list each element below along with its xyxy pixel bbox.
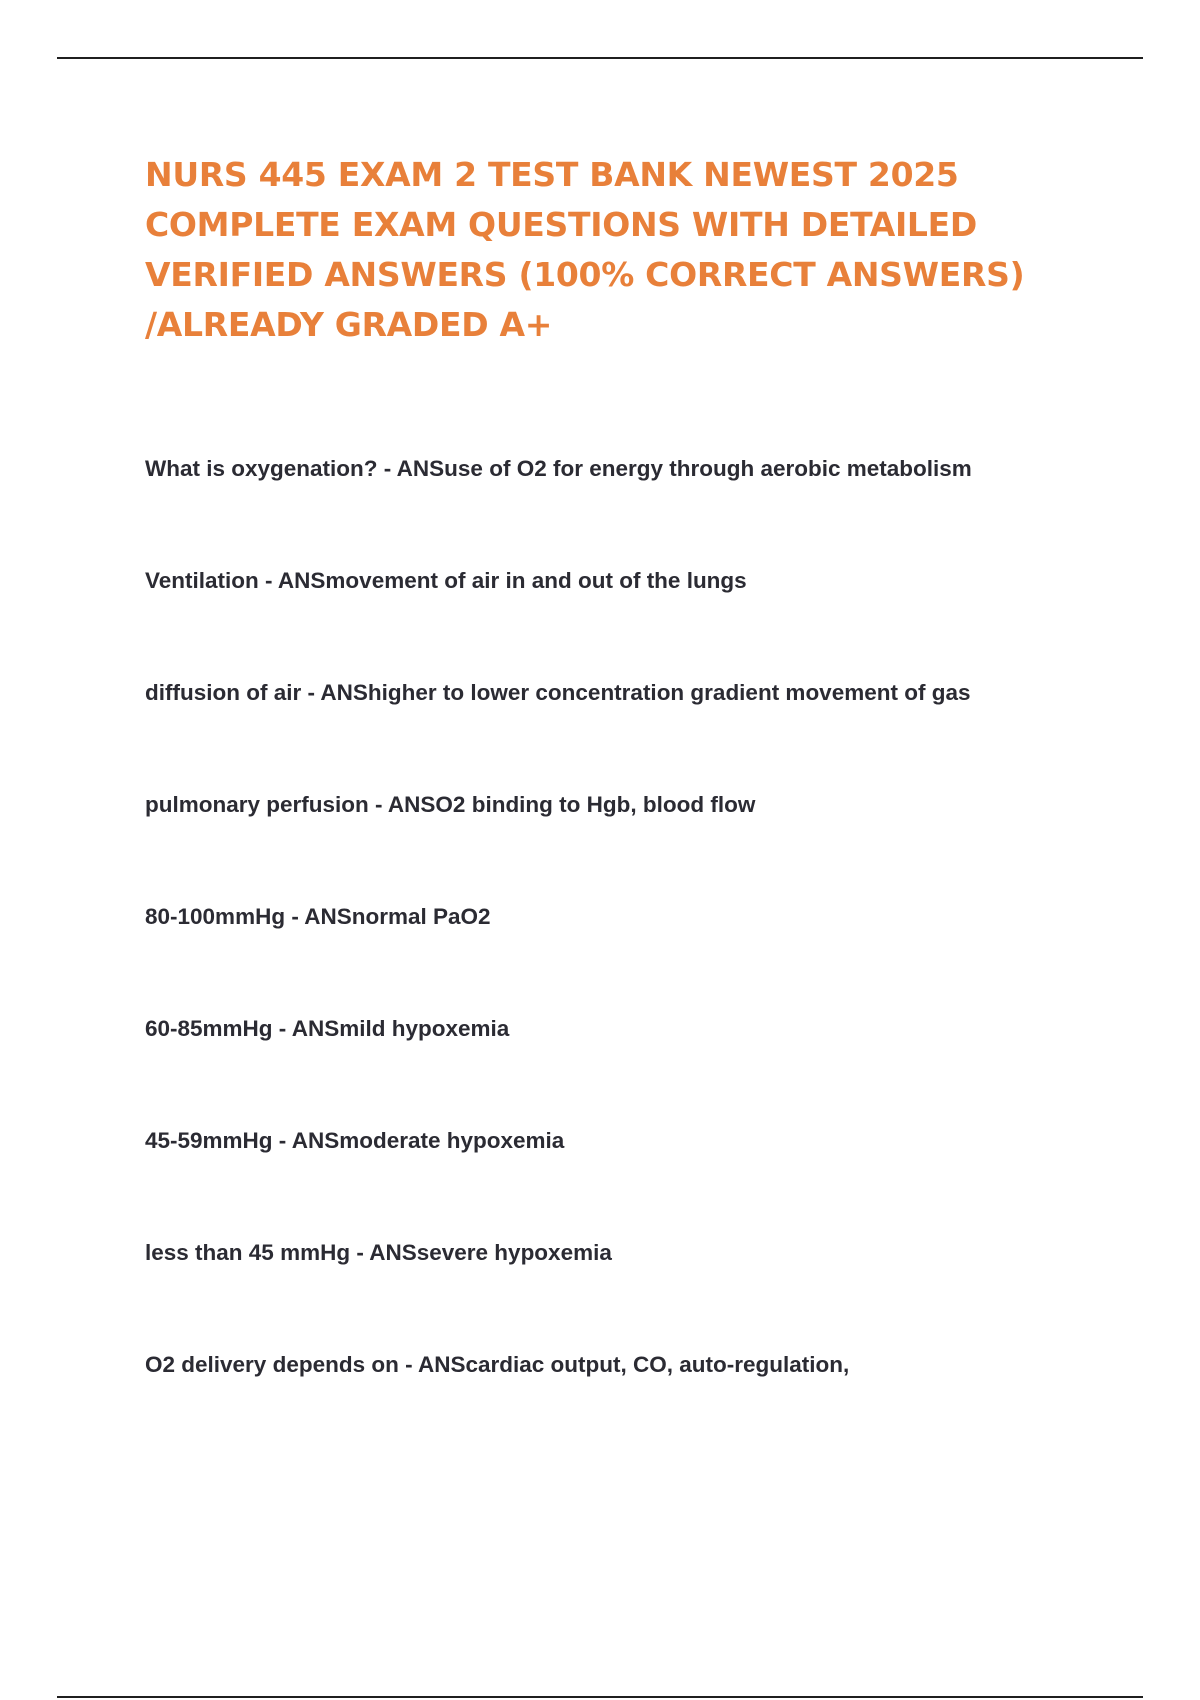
qa-item: less than 45 mmHg - ANSsevere hypoxemia [145, 1240, 612, 1265]
question-answer-list [145, 452, 1145, 1460]
qa-item: 80-100mmHg - ANSnormal PaO2 [145, 904, 491, 929]
qa-item: diffusion of air - ANShigher to lower concentration gradient movement of gas [145, 680, 971, 705]
title-line: VERIFIED ANSWERS (100% CORRECT ANSWERS) [145, 255, 1025, 294]
title-line: COMPLETE EXAM QUESTIONS WITH DETAILED [145, 205, 977, 244]
qa-item: What is oxygenation? - ANSuse of O2 for energy through aerobic metabolism [145, 456, 972, 481]
document-title [145, 150, 1105, 350]
top-rule [57, 57, 1143, 59]
qa-item: Ventilation - ANSmovement of air in and out of the lungs [145, 568, 747, 593]
qa-item: 45-59mmHg - ANSmoderate hypoxemia [145, 1128, 565, 1153]
qa-item: 60-85mmHg - ANSmild hypoxemia [145, 1016, 510, 1041]
qa-item: pulmonary perfusion - ANSO2 binding to Hgb, blood flow [145, 792, 756, 817]
qa-item: O2 delivery depends on - ANScardiac output, CO, auto-regulation, [145, 1352, 850, 1377]
title-line: /ALREADY GRADED A+ [145, 305, 553, 344]
title-line: NURS 445 EXAM 2 TEST BANK NEWEST 2025 [145, 155, 959, 194]
bottom-rule [57, 1696, 1143, 1698]
